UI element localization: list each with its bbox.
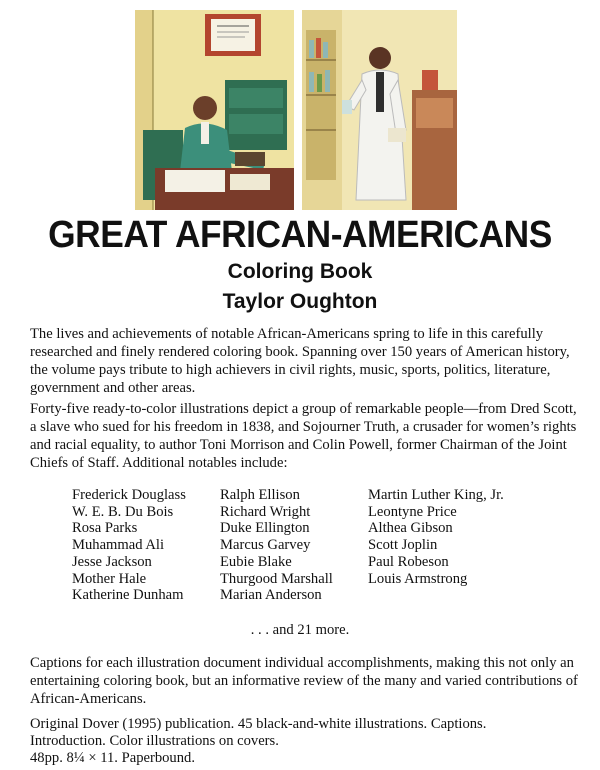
notable-name: Marcus Garvey bbox=[220, 537, 311, 554]
notable-name: Louis Armstrong bbox=[368, 570, 468, 587]
notable-name: Martin Luther King, Jr. bbox=[368, 487, 504, 503]
book-title: GREAT AFRICAN-AMERICANS bbox=[48, 214, 552, 256]
notable-name: Rosa Parks bbox=[72, 520, 138, 537]
notables-column-1 bbox=[72, 487, 186, 604]
notable-name: Muhammad Ali bbox=[72, 537, 165, 554]
captions-paragraph: Captions for each illustration document individual accomplishments, making this not only an entertaining coloring book, but an informative review of the many and varied contributions of African-Americans. bbox=[30, 655, 578, 707]
notable-name: Duke Ellington bbox=[220, 520, 310, 537]
book-author: Taylor Oughton bbox=[222, 290, 378, 313]
scholar-at-desk-icon bbox=[135, 10, 294, 210]
description-paragraph-2: Forty-five ready-to-color illustrations depict a group of remarkable people—from Dred Scott, a slave who sued for his freedom in 1838, and Sojourner Truth, a crusader for women’s rights and racial equality, to author Toni Morrison and Colin Powell, former Chairman of the Joint Chiefs of Staff. Additional notables include: bbox=[30, 401, 577, 471]
publication-info-line: 48pp. 8¼ × 11. Paperbound. bbox=[30, 750, 195, 766]
notable-name: Scott Joplin bbox=[368, 537, 438, 554]
notable-name: Marian Anderson bbox=[220, 587, 322, 604]
publication-info bbox=[30, 716, 578, 767]
notables-column-2 bbox=[220, 487, 333, 604]
notable-name: Frederick Douglass bbox=[72, 487, 186, 503]
notable-name: Leontyne Price bbox=[368, 503, 457, 520]
book-subtitle: Coloring Book bbox=[227, 260, 373, 283]
notable-name: Jesse Jackson bbox=[72, 553, 152, 570]
notable-name: Eubie Blake bbox=[220, 553, 292, 570]
chemist-in-laboratory-illustration bbox=[302, 10, 457, 210]
notable-name: Althea Gibson bbox=[368, 520, 453, 537]
notables-column-3 bbox=[368, 487, 504, 587]
scholar-at-desk-illustration bbox=[135, 10, 294, 210]
chemist-in-laboratory-icon bbox=[302, 10, 457, 210]
notable-name: Thurgood Marshall bbox=[220, 570, 333, 587]
publication-info-line: Original Dover (1995) publication. 45 black-and-white illustrations. Captions. bbox=[30, 716, 487, 732]
notable-name: Richard Wright bbox=[220, 503, 311, 520]
notable-name: Katherine Dunham bbox=[72, 587, 184, 604]
notable-name: Ralph Ellison bbox=[220, 487, 300, 503]
description-paragraph-1: The lives and achievements of notable African-Americans spring to life in this carefully researched and finely rendered coloring book. Spanning over 150 years of American history, the volume pays tribute to high achievers in civil rights, music, sports, politics, literature, government and other areas. bbox=[30, 326, 570, 396]
publication-info-line: Introduction. Color illustrations on covers. bbox=[30, 733, 279, 749]
more-notables-note: . . . and 21 more. bbox=[250, 622, 350, 638]
notable-name: Mother Hale bbox=[72, 570, 147, 587]
notable-name: Paul Robeson bbox=[368, 553, 449, 570]
notable-name: W. E. B. Du Bois bbox=[72, 503, 174, 520]
